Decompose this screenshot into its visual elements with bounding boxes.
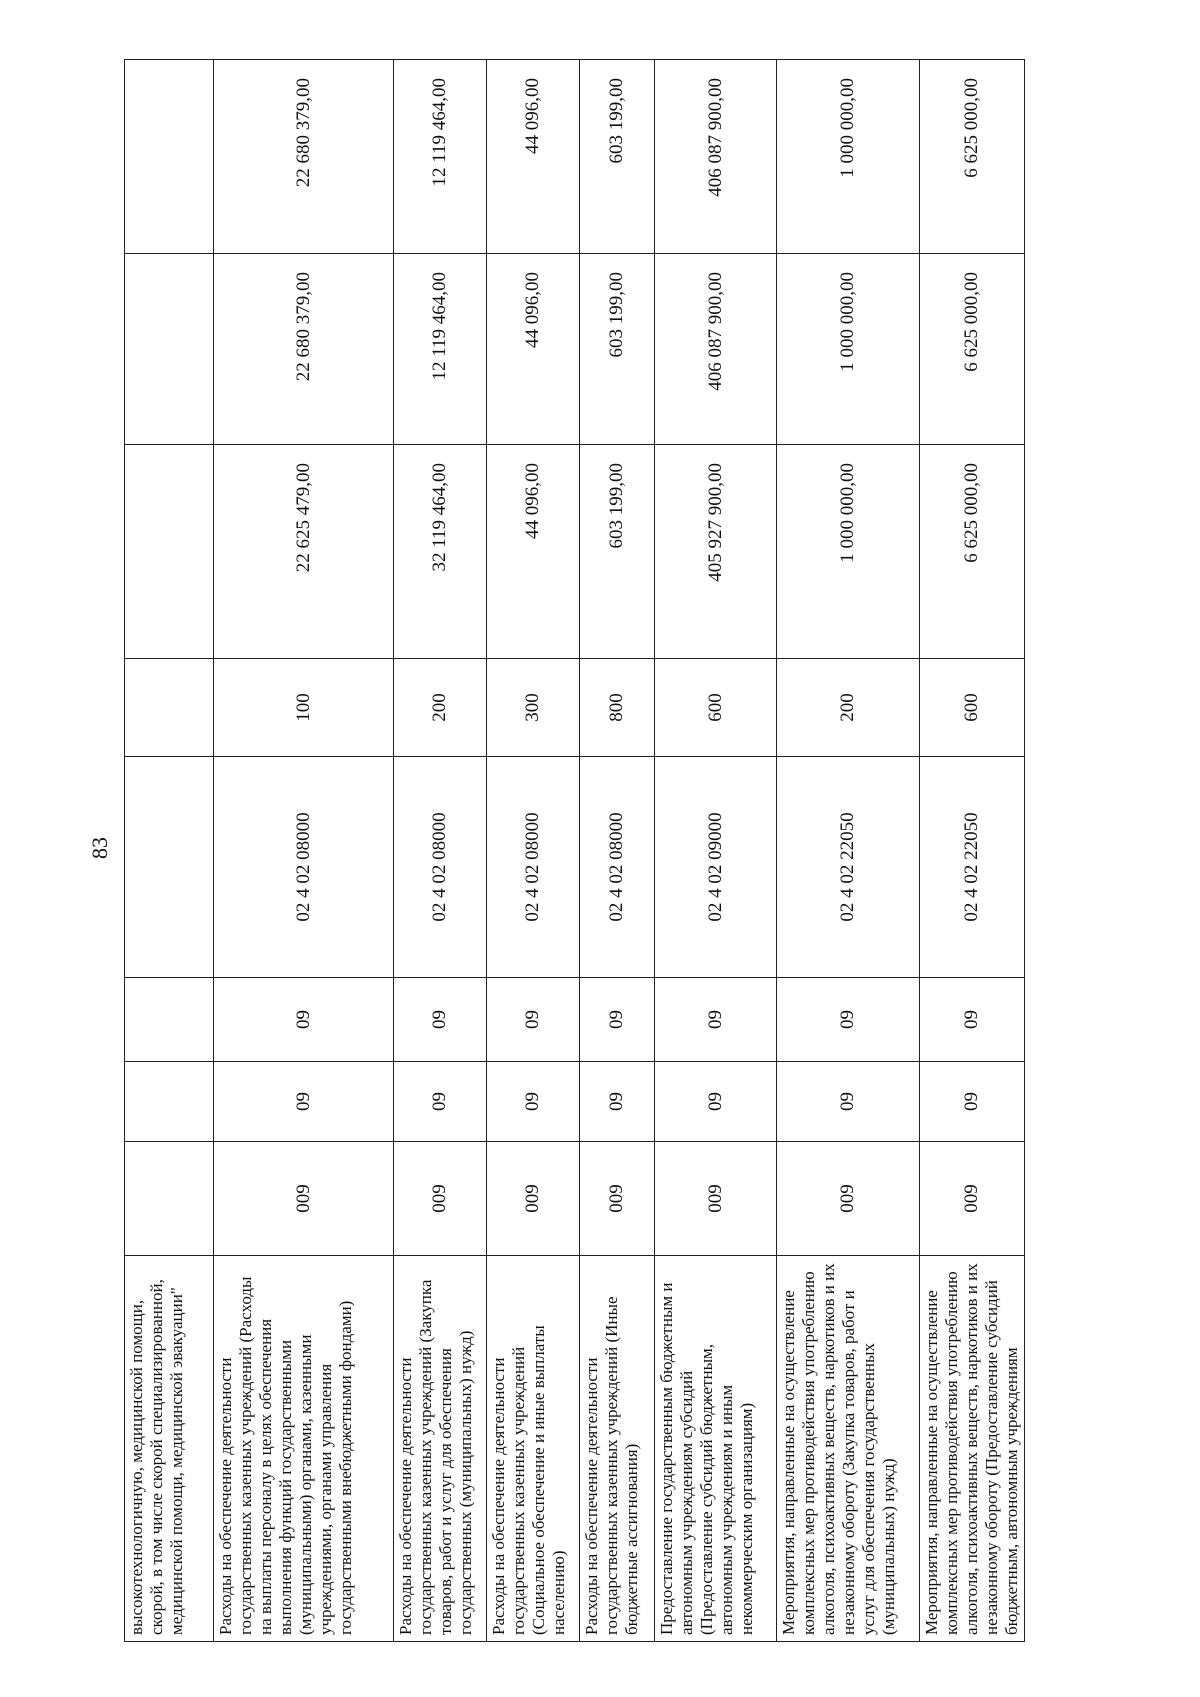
amount-year-1: 22 625 479,00 [214,445,394,659]
row-description: Предоставление государственным бюджетным и автономным учреждениям субсидий (Предоставление субсидий бюджетным, автономным учреждениям и иным некоммерческим организациям) [655,1256,777,1642]
table-row [125,60,214,1642]
target-article-code: 02 4 02 08000 [394,757,487,978]
budget-table-sheet [124,60,1021,1642]
amount-year-3: 12 119 464,00 [394,60,487,254]
ministry-code: 009 [580,1142,655,1256]
section-code: 09 [655,1062,777,1142]
row-description: высокотехнологичную, медицинской помощи, скорой, в том числе скорой специализированной, медицинской помощи, медицинской эвакуации" [125,1256,214,1642]
subsection-code: 09 [920,978,1025,1062]
subsection-code: 09 [487,978,580,1062]
amount-year-2: 44 096,00 [487,254,580,445]
page-number: 83 [87,837,112,859]
target-article-code: 02 4 02 08000 [487,757,580,978]
section-code: 09 [580,1062,655,1142]
amount-year-2: 22 680 379,00 [214,254,394,445]
row-description: Расходы на обеспечение деятельности государственных казенных учреждений (Закупка товаров, работ и услуг для обеспечения государственных (муниципальных) нужд) [394,1256,487,1642]
subsection-code: 09 [777,978,920,1062]
section-code: 09 [487,1062,580,1142]
expense-type-code: 200 [394,659,487,757]
amount-year-3: 22 680 379,00 [214,60,394,254]
expense-type-code: 600 [655,659,777,757]
target-article-code [125,757,214,978]
amount-year-1 [125,445,214,659]
section-code: 09 [920,1062,1025,1142]
row-description: Расходы на обеспечение деятельности государственных казенных учреждений (Расходы на выплаты персоналу в целях обеспечения выполнения функций государственными (муниципальными) органами, казенными учреждениями, органами управления государственными внебюджетными фондами) [214,1256,394,1642]
table-row [655,60,777,1642]
row-description: Расходы на обеспечение деятельности государственных казенных учреждений (Социальное обеспечение и иные выплаты населению) [487,1256,580,1642]
amount-year-2 [125,254,214,445]
amount-year-3: 6 625 000,00 [920,60,1025,254]
ministry-code: 009 [655,1142,777,1256]
table-row [920,60,1025,1642]
ministry-code: 009 [920,1142,1025,1256]
subsection-code: 09 [580,978,655,1062]
expense-type-code: 800 [580,659,655,757]
row-description: Мероприятия, направленные на осуществление комплексных мер противодействия употреблению алкоголя, психоактивных веществ, наркотиков и их незаконному обороту (Предоставление субсидий бюджетным, автономным учреждениям [920,1256,1025,1642]
amount-year-3 [125,60,214,254]
budget-table-rotated [124,60,1021,1642]
expense-type-code [125,659,214,757]
amount-year-3: 44 096,00 [487,60,580,254]
table-row [777,60,920,1642]
amount-year-3: 603 199,00 [580,60,655,254]
ministry-code [125,1142,214,1256]
section-code [125,1062,214,1142]
amount-year-1: 603 199,00 [580,445,655,659]
ministry-code: 009 [394,1142,487,1256]
section-code: 09 [214,1062,394,1142]
expense-type-code: 600 [920,659,1025,757]
amount-year-1: 44 096,00 [487,445,580,659]
target-article-code: 02 4 02 08000 [214,757,394,978]
table-row [580,60,655,1642]
subsection-code: 09 [655,978,777,1062]
table-row [394,60,487,1642]
amount-year-1: 6 625 000,00 [920,445,1025,659]
amount-year-2: 1 000 000,00 [777,254,920,445]
amount-year-2: 12 119 464,00 [394,254,487,445]
table-row [487,60,580,1642]
amount-year-1: 405 927 900,00 [655,445,777,659]
row-description: Расходы на обеспечение деятельности государственных казенных учреждений (Иные бюджетные ассигнования) [580,1256,655,1642]
ministry-code: 009 [777,1142,920,1256]
expense-type-code: 300 [487,659,580,757]
section-code: 09 [394,1062,487,1142]
target-article-code: 02 4 02 08000 [580,757,655,978]
amount-year-3: 406 087 900,00 [655,60,777,254]
subsection-code: 09 [394,978,487,1062]
expense-type-code: 100 [214,659,394,757]
table-row [214,60,394,1642]
amount-year-2: 6 625 000,00 [920,254,1025,445]
amount-year-1: 32 119 464,00 [394,445,487,659]
target-article-code: 02 4 02 09000 [655,757,777,978]
subsection-code: 09 [214,978,394,1062]
row-description: Мероприятия, направленные на осуществление комплексных мер противодействия употреблению алкоголя, психоактивных веществ, наркотиков и их незаконному обороту (Закупка товаров, работ и услуг для обеспечения государственных (муниципальных) нужд) [777,1256,920,1642]
amount-year-1: 1 000 000,00 [777,445,920,659]
amount-year-3: 1 000 000,00 [777,60,920,254]
ministry-code: 009 [214,1142,394,1256]
target-article-code: 02 4 02 22050 [920,757,1025,978]
subsection-code [125,978,214,1062]
target-article-code: 02 4 02 22050 [777,757,920,978]
ministry-code: 009 [487,1142,580,1256]
amount-year-2: 603 199,00 [580,254,655,445]
expense-type-code: 200 [777,659,920,757]
amount-year-2: 406 087 900,00 [655,254,777,445]
section-code: 09 [777,1062,920,1142]
budget-table [124,59,1025,1642]
